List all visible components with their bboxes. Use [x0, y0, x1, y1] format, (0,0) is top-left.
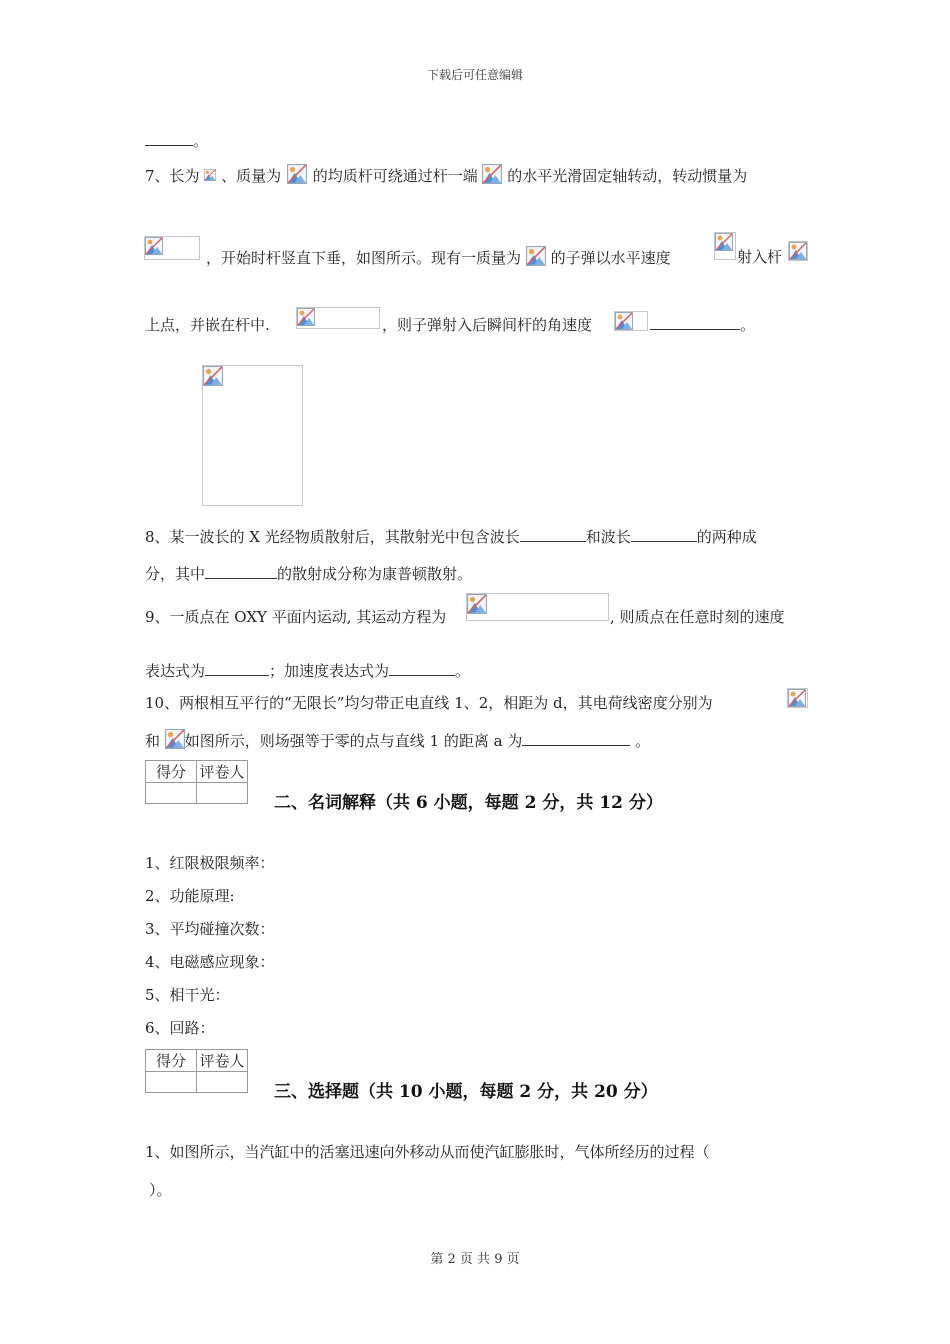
formula-image-icon: [165, 729, 185, 749]
answer-blank[interactable]: [205, 564, 277, 579]
formula-image: [787, 688, 808, 708]
formula-image: [614, 311, 648, 331]
q7-line3: 上点，并嵌在杆中.: [145, 316, 270, 334]
q7-line2-end: 射入杆: [737, 248, 783, 266]
list-item: 3、平均碰撞次数：: [145, 920, 275, 938]
broken-image-icon: [467, 594, 487, 614]
list-item: 5、相干光：: [145, 986, 230, 1004]
broken-image-icon: [789, 242, 807, 260]
list-item: 1、红限极限频率：: [145, 854, 275, 872]
answer-blank[interactable]: [650, 315, 740, 330]
list-item: 2、功能原理:: [145, 887, 235, 905]
answer-blank[interactable]: [520, 527, 586, 542]
formula-image-icon: [526, 246, 546, 266]
q7-figure: [202, 365, 303, 506]
formula-image-icon: [482, 164, 502, 184]
list-item: 6、回路：: [145, 1019, 215, 1037]
broken-image-icon: [297, 308, 315, 326]
score-label: 得分: [146, 761, 197, 783]
score-cell[interactable]: [146, 1072, 197, 1093]
q7-line3-c: 。: [650, 314, 755, 335]
q9-line2: 表达式为 ；加速度表达式为 。: [145, 662, 471, 680]
page-header: 下载后可任意编辑: [426, 68, 523, 82]
q9-line1: 9、一质点在 OXY 平面内运动, 其运动方程为: [145, 608, 447, 626]
broken-image-icon: [715, 233, 733, 251]
formula-image-icon: [204, 166, 216, 184]
q7-line3-b: ，则子弹射入后瞬间杆的角速度: [382, 316, 593, 334]
grader-cell[interactable]: [197, 1072, 248, 1093]
broken-image-icon: [203, 366, 223, 386]
broken-image-icon: [615, 312, 633, 330]
q9-line1-b: , 则质点在任意时刻的速度: [610, 608, 785, 626]
score-table: [145, 760, 248, 804]
grader-label: 评卷人: [197, 761, 248, 783]
formula-image: [714, 232, 736, 260]
formula-image: [466, 593, 609, 621]
q10-line1: 10、两根相互平行的“无限长”均匀带正电直线 1、2，相距为 d，其电荷线密度分别为: [145, 694, 713, 712]
q7-line1: 7、长为 、质量为 的均质杆可绕通过杆一端 的水平光滑固定轴转动，转动惯量为: [145, 164, 747, 186]
grader-label: 评卷人: [197, 1050, 248, 1072]
broken-image-icon: [145, 237, 163, 255]
formula-image: [296, 307, 380, 329]
q8-line1: 8、某一波长的 X 光经物质散射后，其散射光中包含波长 和波长 的两种成: [145, 528, 757, 546]
score-cell[interactable]: [146, 783, 197, 804]
score-table: [145, 1049, 248, 1093]
answer-blank[interactable]: [631, 527, 697, 542]
score-label: 得分: [146, 1050, 197, 1072]
broken-image-icon: [788, 689, 806, 707]
q6-tail: 。: [145, 130, 208, 151]
q8-line2: 分，其中 的散射成分称为康普顿散射。: [145, 565, 473, 583]
formula-image: [788, 241, 808, 261]
answer-blank[interactable]: [389, 661, 455, 676]
grader-cell[interactable]: [197, 783, 248, 804]
q7-line2: ，开始时杆竖直下垂，如图所示。现有一质量为 的子弹以水平速度: [206, 246, 671, 268]
formula-image: [144, 236, 200, 260]
q10-line2: 和 如图所示，则场强等于零的点与直线 1 的距离 a 为 。: [145, 729, 650, 751]
list-item: 4、电磁感应现象：: [145, 953, 275, 971]
page-footer: 第 2 页 共 9 页: [430, 1252, 520, 1267]
question-line: ）。: [149, 1181, 172, 1199]
formula-image-icon: [286, 164, 308, 184]
section-title: 二、名词解释（共 6 小题，每题 2 分，共 12 分）: [274, 793, 663, 813]
answer-blank[interactable]: [522, 731, 630, 746]
answer-blank[interactable]: [205, 661, 269, 676]
section-title: 三、选择题（共 10 小题，每题 2 分，共 20 分）: [274, 1082, 658, 1102]
question-line: 1、如图所示，当汽缸中的活塞迅速向外移动从而使汽缸膨胀时，气体所经历的过程（: [145, 1143, 710, 1161]
answer-blank[interactable]: [145, 131, 193, 146]
